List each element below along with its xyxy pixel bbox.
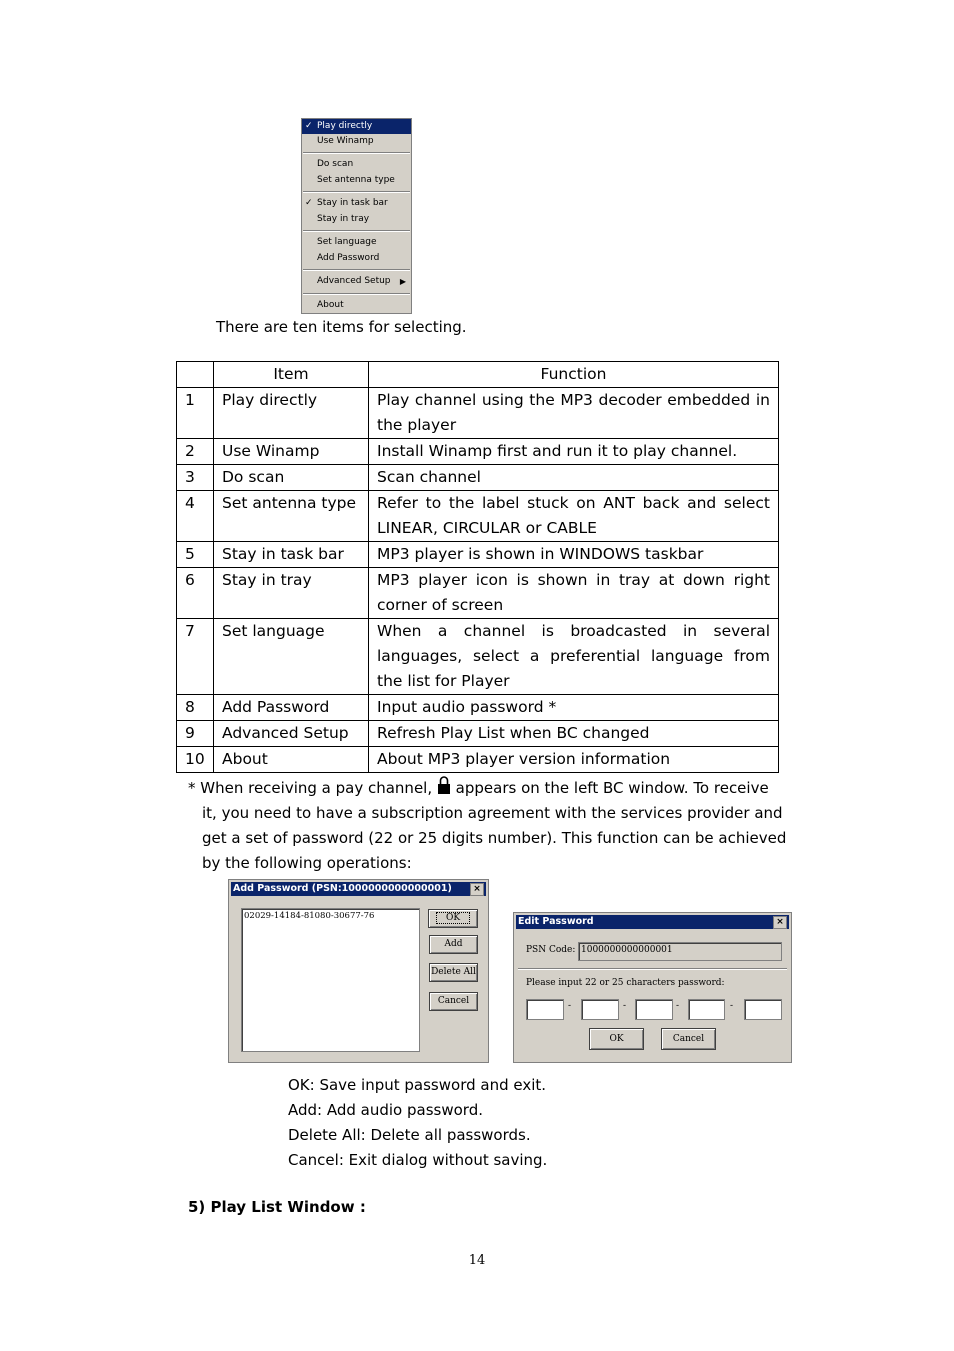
divider: [518, 968, 787, 970]
row-function: Refresh Play List when BC changed: [369, 721, 779, 747]
menu-item-about[interactable]: [302, 298, 411, 313]
password-segment-5[interactable]: [744, 999, 782, 1020]
row-number: 10: [177, 747, 214, 773]
note-line: get a set of password (22 or 25 digits number). This function can be achieved: [202, 829, 787, 847]
delete-all-button[interactable]: Delete All: [429, 963, 478, 982]
menu-item-use-winamp[interactable]: [302, 134, 411, 149]
ok-button[interactable]: [428, 909, 478, 928]
dialog-titlebar: [231, 882, 486, 896]
cancel-button[interactable]: Cancel: [429, 992, 478, 1011]
table-row: [177, 619, 779, 695]
menu-item-play-directly[interactable]: [302, 119, 411, 134]
row-number: 1: [177, 388, 214, 439]
dialog-title: Edit Password: [518, 916, 594, 927]
menu-item-stay-in-tray[interactable]: [302, 212, 411, 227]
row-item: Set antenna type: [214, 491, 369, 542]
row-item: Advanced Setup: [214, 721, 369, 747]
row-function: MP3 player is shown in WINDOWS taskbar: [369, 542, 779, 568]
row-item: Play directly: [214, 388, 369, 439]
list-item[interactable]: 02029-14184-81080-30677-76: [244, 911, 375, 921]
list-item: Cancel: Exit dialog without saving.: [288, 1151, 548, 1169]
menu-caption: There are ten items for selecting.: [216, 318, 467, 336]
note-line: [188, 775, 813, 801]
close-icon[interactable]: ×: [773, 916, 787, 929]
row-function: MP3 player icon is shown in tray at down right corner of screen: [369, 568, 779, 619]
list-item: OK: Save input password and exit.: [288, 1076, 547, 1094]
row-item: About: [214, 747, 369, 773]
add-password-dialog: [228, 879, 489, 1063]
menu-item-label: Use Winamp: [317, 136, 374, 146]
password-segment-4[interactable]: [688, 999, 725, 1020]
row-number: 2: [177, 439, 214, 465]
ok-button[interactable]: OK: [589, 1028, 644, 1050]
password-prompt: Please input 22 or 25 characters password:: [526, 978, 725, 988]
menu-item-label: About: [317, 300, 344, 310]
row-function: Refer to the label stuck on ANT back and select LINEAR, CIRCULAR or CABLE: [369, 491, 779, 542]
dialog-titlebar: [516, 915, 789, 929]
note-line: it, you need to have a subscription agreement with the services provider and: [202, 804, 783, 822]
function-table: [176, 361, 779, 773]
check-icon: ✓: [305, 198, 313, 208]
edit-password-dialog: [513, 912, 792, 1063]
table-row: [177, 439, 779, 465]
note-text: appears on the left BC window. To receive: [455, 779, 769, 797]
list-item: Delete All: Delete all passwords.: [288, 1126, 531, 1144]
row-function: Scan channel: [369, 465, 779, 491]
add-button[interactable]: Add: [429, 935, 478, 954]
table-row: [177, 542, 779, 568]
table-row: [177, 568, 779, 619]
password-list[interactable]: [241, 908, 420, 1052]
row-item: Stay in tray: [214, 568, 369, 619]
column-header-number: [177, 362, 214, 388]
menu-separator: [303, 269, 410, 271]
menu-item-label: Do scan: [317, 159, 354, 169]
row-item: Add Password: [214, 695, 369, 721]
table-row: [177, 695, 779, 721]
pay-channel-note: [188, 775, 813, 876]
row-item: Stay in task bar: [214, 542, 369, 568]
section-heading: 5) Play List Window :: [188, 1198, 366, 1216]
row-function: Play channel using the MP3 decoder embedded in the player: [369, 388, 779, 439]
row-function: Install Winamp first and run it to play channel.: [369, 439, 779, 465]
menu-item-add-password[interactable]: [302, 251, 411, 266]
table-row: [177, 747, 779, 773]
psn-code-label: PSN Code:: [526, 945, 576, 955]
column-header-item: Item: [214, 362, 369, 388]
cancel-button[interactable]: Cancel: [661, 1028, 716, 1050]
row-number: 6: [177, 568, 214, 619]
password-segment-3[interactable]: [635, 999, 673, 1020]
operations-list: [288, 1073, 547, 1173]
menu-item-label: Stay in tray: [317, 214, 370, 224]
list-item: Add: Add audio password.: [288, 1101, 483, 1119]
menu-item-label: Play directly: [317, 121, 373, 131]
row-number: 7: [177, 619, 214, 695]
row-number: 3: [177, 465, 214, 491]
row-number: 8: [177, 695, 214, 721]
segment-separator: -: [568, 1001, 572, 1011]
column-header-function: Function: [369, 362, 779, 388]
row-number: 9: [177, 721, 214, 747]
menu-item-label: Add Password: [317, 253, 380, 263]
menu-item-set-antenna-type[interactable]: [302, 173, 411, 188]
row-item: Use Winamp: [214, 439, 369, 465]
check-icon: ✓: [305, 121, 313, 131]
menu-item-label: Stay in task bar: [317, 198, 388, 208]
note-line: by the following operations:: [202, 854, 412, 872]
password-segment-1[interactable]: [526, 999, 564, 1020]
row-item: Set language: [214, 619, 369, 695]
psn-code-field: [578, 942, 782, 961]
segment-separator: -: [676, 1001, 680, 1011]
table-header-row: [177, 362, 779, 388]
context-menu: [301, 118, 412, 314]
menu-item-label: Set antenna type: [317, 175, 395, 185]
menu-item-do-scan[interactable]: [302, 157, 411, 172]
table-row: [177, 721, 779, 747]
table-row: [177, 491, 779, 542]
table-row: [177, 388, 779, 439]
close-icon[interactable]: ×: [470, 883, 484, 896]
submenu-arrow-icon: ▶: [399, 277, 406, 286]
row-item: Do scan: [214, 465, 369, 491]
lock-icon: [437, 775, 451, 795]
row-function: When a channel is broadcasted in several languages, select a preferential language from the list for Player: [369, 619, 779, 695]
psn-code-value: 1000000000000001: [581, 945, 673, 955]
menu-separator: [303, 293, 410, 295]
menu-item-advanced-setup[interactable]: [302, 274, 411, 289]
row-function: Input audio password *: [369, 695, 779, 721]
menu-item-set-language[interactable]: [302, 235, 411, 250]
password-segment-2[interactable]: [581, 999, 619, 1020]
table-row: [177, 465, 779, 491]
row-function: About MP3 player version information: [369, 747, 779, 773]
menu-item-stay-in-task-bar[interactable]: [302, 196, 411, 211]
dialog-title: Add Password (PSN:1000000000000001): [233, 883, 452, 894]
menu-item-label: Set language: [317, 237, 377, 247]
page-number: 14: [468, 1253, 486, 1268]
menu-separator: [303, 152, 410, 154]
segment-separator: -: [730, 1001, 734, 1011]
row-number: 4: [177, 491, 214, 542]
menu-item-label: Advanced Setup: [317, 276, 391, 286]
button-label: OK: [436, 912, 470, 924]
segment-separator: -: [623, 1001, 627, 1011]
menu-separator: [303, 230, 410, 232]
note-text: * When receiving a pay channel,: [188, 779, 433, 797]
row-number: 5: [177, 542, 214, 568]
menu-separator: [303, 191, 410, 193]
